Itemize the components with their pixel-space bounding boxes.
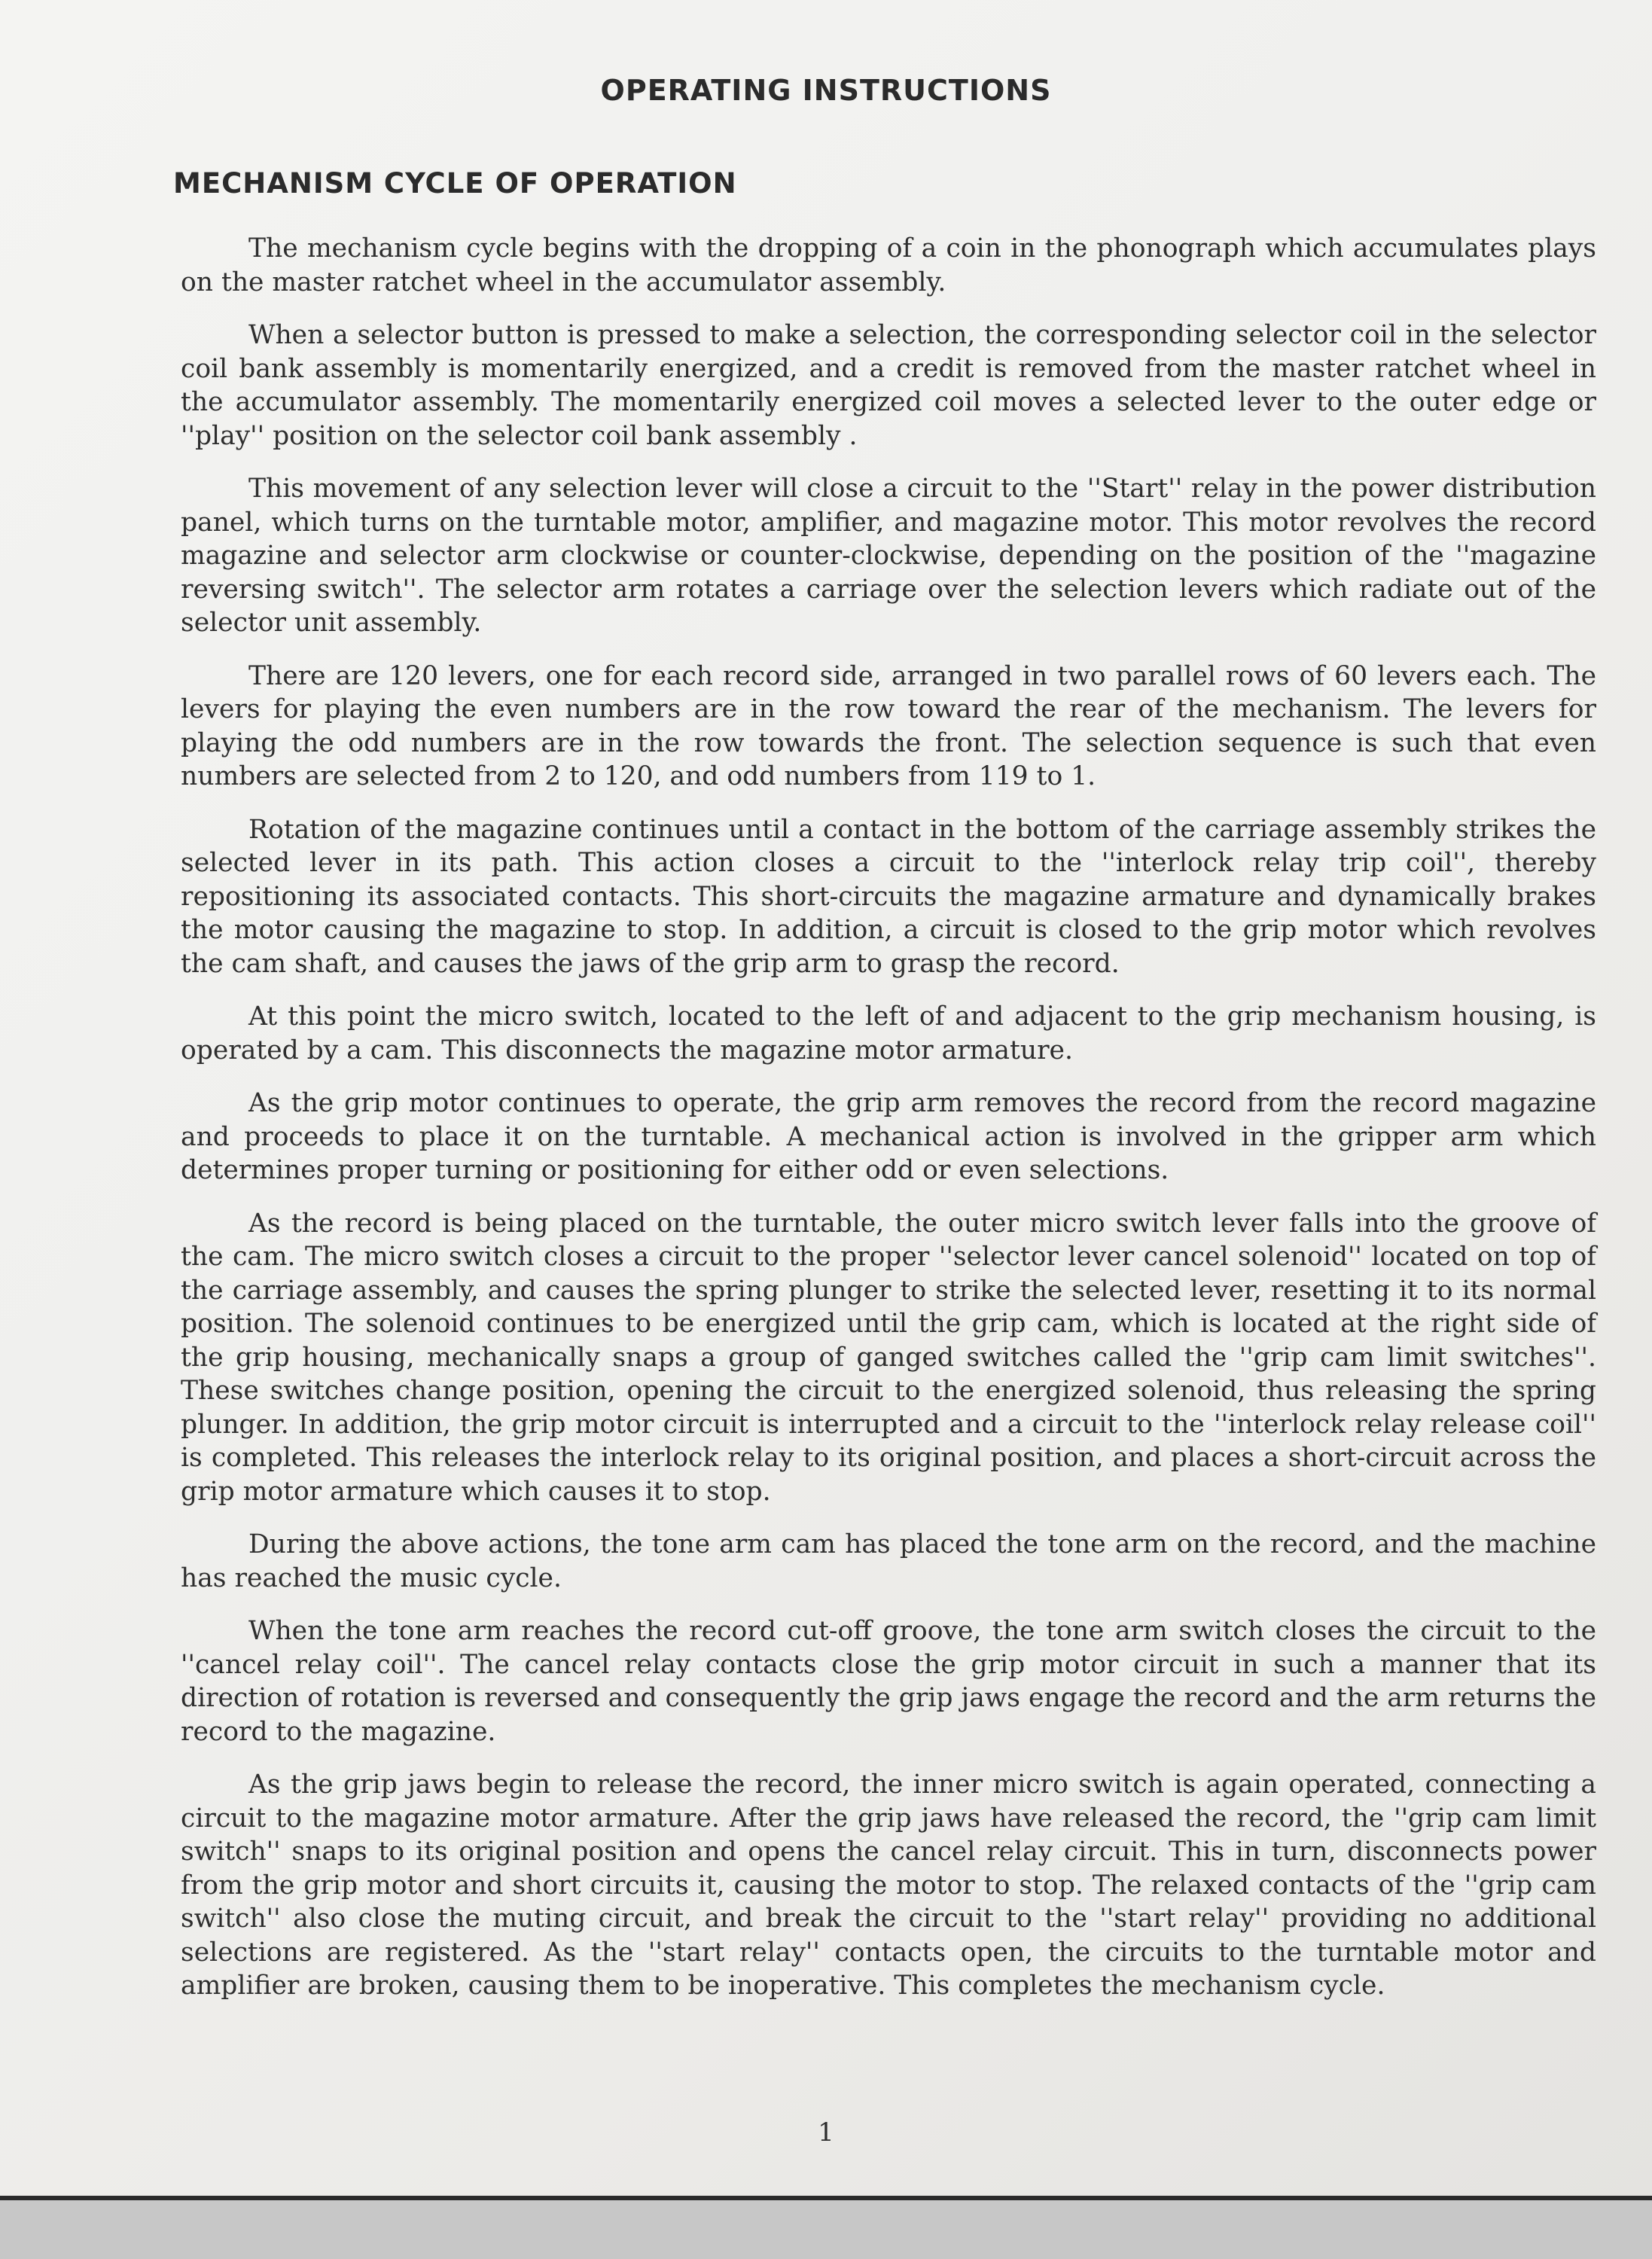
paragraph: At this point the micro switch, located to the left of and adjacent to the grip mechanism housing, is operated by a cam. This disconnects the magazine motor armature. xyxy=(181,1001,1596,1065)
page-title: OPERATING INSTRUCTIONS xyxy=(600,74,1052,107)
paragraph: The mechanism cycle begins with the dropping of a coin in the phonograph which accumulates plays on the master ratchet wheel in the accumulator assembly. xyxy=(181,233,1596,297)
paragraph: Rotation of the magazine continues until a contact in the bottom of the carriage assembly strikes the selected lever in its path. This action closes a circuit to the ''interlock relay trip coil'', thereby repositioning its associated contacts. This short-circuits the magazine armature and dynamically brakes the motor causing the magazine to stop. In addition, a circuit is closed to the grip motor which revolves the cam shaft, and causes the jaws of the grip arm to grasp the record. xyxy=(181,814,1596,979)
paragraph: As the grip motor continues to operate, the grip arm removes the record from the record magazine and proceeds to place it on the turntable. A mechanical action is involved in the gripper arm which determines proper turning or positioning for either odd or even selections. xyxy=(181,1088,1596,1185)
section-heading: MECHANISM CYCLE OF OPERATION xyxy=(173,167,737,200)
paragraph: As the record is being placed on the turntable, the outer micro switch lever falls into the groove of the cam. The micro switch closes a circuit to the proper ''selector lever cancel solenoid'' located on top of the carriage assembly, and causes the spring plunger to strike the selected lever, resetting it to its normal position. The solenoid continues to be energized until the grip cam, which is located at the right side of the grip housing, mechanically snaps a group of ganged switches called the ''grip cam limit switches''. These switches change position, opening the circuit to the energized solenoid, thus releasing the spring plunger. In addition, the grip motor circuit is interrupted and a circuit to the ''interlock relay release coil'' is completed. This releases the interlock relay to its original position, and places a short-circuit across the grip motor armature which causes it to stop. xyxy=(181,1208,1596,1507)
paragraph: There are 120 levers, one for each record side, arranged in two parallel rows of 60 levers each. The levers for playing the even numbers are in the row toward the rear of the mechanism. The levers for playing the odd numbers are in the row towards the front. The selection sequence is such that even numbers are selected from 2 to 120, and odd numbers from 119 to 1. xyxy=(181,660,1596,791)
body-text xyxy=(181,232,1596,2023)
page-number: 1 xyxy=(818,2117,834,2148)
paragraph: When the tone arm reaches the record cut-off groove, the tone arm switch closes the circuit to the ''cancel relay coil''. The cancel relay contacts close the grip motor circuit in such a manner that its direction of rotation is reversed and consequently the grip jaws engage the record and the arm returns the record to the magazine. xyxy=(181,1616,1596,1747)
paragraph: When a selector button is pressed to make a selection, the corresponding selector coil in the selector coil bank assembly is momentarily energized, and a credit is removed from the master ratchet wheel in the accumulator assembly. The momentarily energized coil moves a selected lever to the outer edge or ''play'' position on the selector coil bank assembly . xyxy=(181,320,1596,451)
paragraph: During the above actions, the tone arm cam has placed the tone arm on the record, and the machine has reached the music cycle. xyxy=(181,1529,1596,1593)
paragraph: As the grip jaws begin to release the record, the inner micro switch is again operated, connecting a circuit to the magazine motor armature. After the grip jaws have released the record, the ''grip cam limit switch'' snaps to its original position and opens the cancel relay circuit. This in turn, disconnects power from the grip motor and short circuits it, causing the motor to stop. The relaxed contacts of the ''grip cam switch'' also close the muting circuit, and break the circuit to the ''start relay'' providing no additional selections are registered. As the ''start relay'' contacts open, the circuits to the turntable motor and amplifier are broken, causing them to be inoperative. This completes the mechanism cycle. xyxy=(181,1770,1596,2001)
scan-background xyxy=(0,2200,1652,2259)
paragraph: This movement of any selection lever will close a circuit to the ''Start'' relay in the power distribution panel, which turns on the turntable motor, amplifier, and magazine motor. This motor revolves the record magazine and selector arm clockwise or counter-clockwise, depending on the position of the ''magazine reversing switch''. The selector arm rotates a carriage over the selection levers which radiate out of the selector unit assembly. xyxy=(181,474,1596,638)
